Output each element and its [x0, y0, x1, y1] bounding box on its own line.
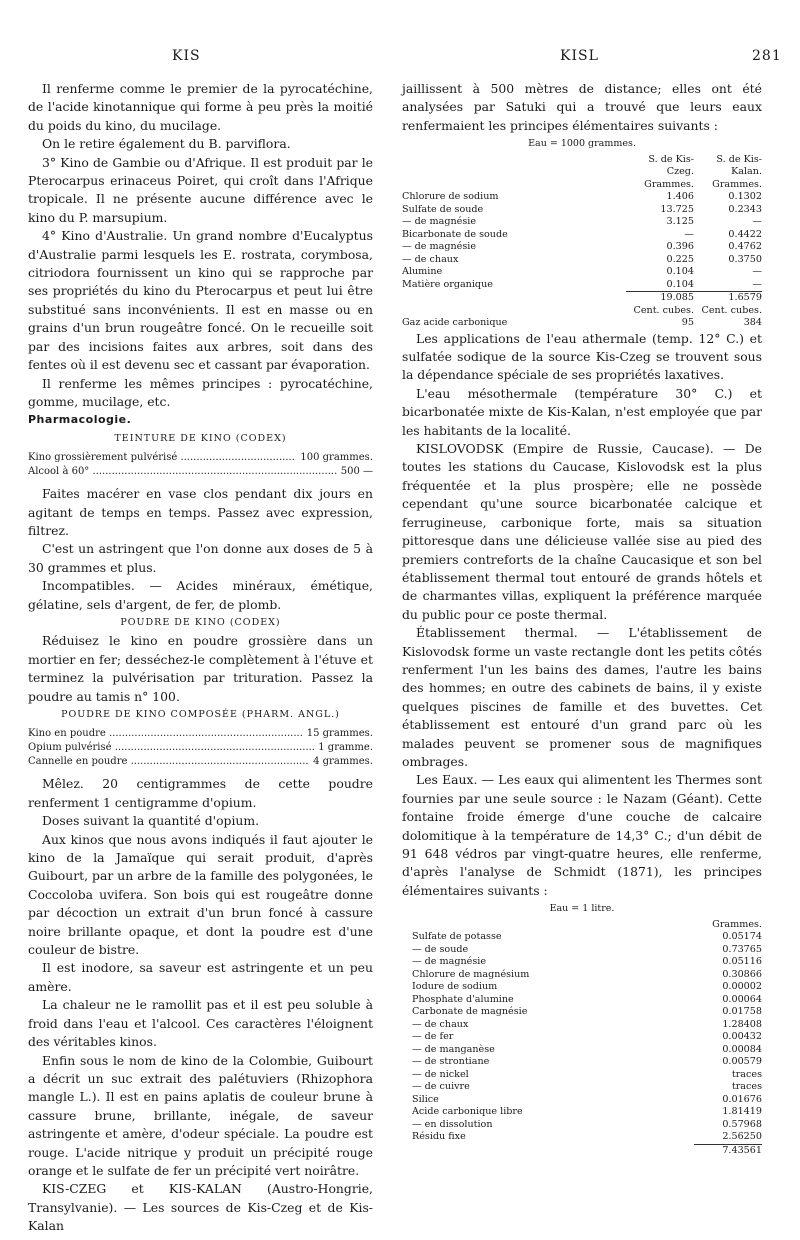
row-value: 0.00579	[722, 1056, 762, 1068]
row-value: 19.085	[626, 292, 694, 305]
ingredient-name: Kino grossièrement pulvérisé .....	[28, 451, 296, 465]
row-label: Matière organique	[402, 278, 493, 290]
row-label: — de chaux	[402, 253, 459, 265]
running-header-left: KIS	[172, 48, 201, 64]
row-label: Alumine	[402, 266, 443, 278]
table-row	[402, 1131, 762, 1144]
analysis-table-kislovodsk	[402, 919, 762, 1158]
recipe-row	[28, 465, 373, 479]
row-label: Bicarbonate de soude	[402, 228, 508, 240]
row-value: 0.1302	[728, 191, 762, 203]
paragraph: KISLOVODSK (Empire de Russie, Caucase). — De toutes les stations du Caucase, Kislovodsk est la plus fréquentée et la plus prospère; elle ne possède cependant qu'une source bicarbonatée calcique et ferrugineuse, carbonique forte, mais sa situation pittoresque dans une délicieuse vallée sise au pied des premiers contreforts de la chaîne Caucasique et son bel établissement thermal tout entouré de grands hôtels et de charmantes villas, expliquent la préférence marquée du public pour ce poste thermal.	[402, 441, 762, 622]
row-value: 0.57968	[722, 1118, 762, 1130]
row-label: — de manganèse	[412, 1043, 495, 1055]
row-value: 0.225	[666, 253, 694, 265]
row-label: — en dissolution	[412, 1118, 493, 1130]
table-row	[402, 969, 762, 982]
running-header-center: KISL	[560, 48, 599, 64]
table-row	[402, 931, 762, 944]
ingredient-quantity: 100 grammes.	[300, 452, 373, 464]
row-label	[402, 305, 626, 318]
table-row	[402, 241, 762, 254]
row-value: —	[752, 266, 762, 278]
row-value: 384	[743, 317, 762, 329]
row-label: Carbonate de magnésie	[412, 1006, 528, 1018]
table-row	[402, 1106, 762, 1119]
recipe-title: POUDRE DE KINO (CODEX)	[120, 616, 281, 628]
table-row	[402, 944, 762, 957]
paragraph: Aux kinos que nous avons indiqués il faut ajouter le kino de la Jamaïque qui serait produit, d'après Guibourt, par un arbre de la famille des polygonées, le Coccoloba uvifera. Son bois qui est rougeâtre donne par décoction un extrait d'un brun foncé à cassure noire brillante opaque, et dont la poudre est d'une couleur de bistre.	[28, 831, 373, 958]
row-value: 0.4762	[728, 241, 762, 253]
paragraph: jaillissent à 500 mètres de distance; elles ont été analysées par Satuki qui a trouvé que leurs eaux renfermaient les principes élémentaires suivants :	[402, 81, 762, 133]
ingredient-quantity: 500 —	[340, 466, 373, 478]
row-label: Chlorure de sodium	[402, 191, 499, 203]
table-row	[402, 266, 762, 279]
row-label: Phosphate d'alumine	[412, 993, 514, 1005]
row-value: 3.125	[666, 216, 694, 228]
recipe-title: TEINTURE DE KINO (CODEX)	[114, 432, 287, 444]
row-label: Silice	[412, 1093, 439, 1105]
row-value: 0.73765	[722, 943, 762, 955]
left-column	[28, 80, 373, 1236]
row-label: Acide carbonique libre	[412, 1106, 523, 1118]
paragraph: Enfin sous le nom de kino de la Colombie, Guibourt a décrit un suc extrait des palétuviers (Rhizophora mangle L.). Il est en pains aplatis de couleur brune à cassure brune, brillante, inégale, de saveur astringente et amère, d'odeur spéciale. La poudre est rouge. L'acide nitrique y produit un précipité rouge orange et le sulfate de fer un précipité vert noirâtre.	[28, 1052, 373, 1178]
row-value: traces	[731, 1068, 762, 1080]
ingredient-name: Alcool à 60° .....	[28, 465, 337, 479]
table-title: Eau = 1000 grammes.	[528, 138, 636, 150]
row-value: Grammes.	[644, 178, 694, 190]
paragraph: 3° Kino de Gambie ou d'Afrique. Il est produit par le Pterocarpus erinaceus Poiret, qui croît dans l'Afrique tropicale. Il ne présente aucune différence avec le kino du P. marsupium.	[28, 154, 373, 225]
paragraph: 4° Kino d'Australie. Un grand nombre d'Eucalyptus d'Australie parmi lesquels les E. rostrata, corymbosa, citriodora fournissent un kino qui se rapproche par ses propriétés du kino du Pterocarpus et peut lui être substitué sans inconvénients. Il est en masse ou en grains d'un brun rougeâtre foncé. On le recueille soit par des incisions faites aux arbres, soit dans des fentes où il est devenu sec et cassant par évaporation.	[28, 228, 373, 373]
table-row	[402, 216, 762, 229]
table-row	[402, 1081, 762, 1094]
ingredient-quantity: 15 grammes.	[306, 728, 373, 740]
row-label	[402, 292, 626, 305]
row-value: Cent. cubes.	[701, 304, 762, 316]
row-label: — de magnésie	[412, 956, 486, 968]
table-row	[402, 317, 762, 330]
paragraph: Établissement thermal. — L'établissement de Kislovodsk forme un vaste rectangle dont les petits côtés renferment l'un les bains des dames, l'autre les bains des hommes; en outre des cabinets de bains, il y existe quelques piscines de famille et des buvettes. Cet établissement est entouré d'un grand parc où les malades peuvent se promener sous de magnifiques ombrages.	[402, 625, 762, 769]
paragraph: Mêlez. 20 centigrammes de cette poudre renferment 1 centigramme d'opium.	[28, 776, 373, 810]
table-row	[402, 1006, 762, 1019]
recipe-title: POUDRE DE KINO COMPOSÉE (PHARM. ANGL.)	[61, 709, 340, 720]
table-row	[402, 204, 762, 217]
table-row	[402, 1119, 762, 1132]
row-label	[402, 1144, 694, 1157]
row-value: 0.3750	[728, 253, 762, 265]
page-number: 281	[752, 48, 782, 64]
right-column	[402, 80, 762, 1157]
table-row	[402, 254, 762, 267]
row-label: Sulfate de soude	[402, 203, 484, 215]
row-value: 0.00432	[722, 1031, 762, 1043]
table-units-row	[402, 179, 762, 192]
paragraph: L'eau mésothermale (température 30° C.) et bicarbonatée mixte de Kis-Kalan, n'est employée que par les habitants de la localité.	[402, 385, 762, 438]
row-value: 95	[681, 317, 694, 329]
table-row	[402, 956, 762, 969]
table-row	[402, 1094, 762, 1107]
paragraph: Doses suivant la quantité d'opium.	[42, 813, 260, 829]
table-row	[402, 981, 762, 994]
table-row	[402, 1031, 762, 1044]
ingredient-quantity: 4 grammes.	[313, 756, 373, 768]
paragraph: Réduisez le kino en poudre grossière dans un mortier en fer; desséchez-le complètement à l'étuve et terminez la pulvérisation par trituration. Passez la poudre au tamis n° 100.	[28, 633, 373, 704]
row-label	[402, 179, 626, 192]
section-heading: Pharmacologie.	[28, 413, 132, 427]
row-value: Grammes.	[712, 918, 762, 930]
table-row	[402, 279, 762, 292]
row-value: 0.00064	[722, 993, 762, 1005]
row-label: — de strontiane	[412, 1056, 490, 1068]
paragraph: Il renferme comme le premier de la pyrocatéchine, de l'acide kinotannique qui forme à peu près la moitié du poids du kino, du mucilage.	[28, 81, 373, 133]
row-value: 0.00084	[722, 1043, 762, 1055]
table-row	[402, 1056, 762, 1069]
row-label	[402, 919, 694, 932]
ingredient-quantity: 1 gramme.	[318, 742, 373, 754]
row-value: 0.01758	[722, 1006, 762, 1018]
row-value: 13.725	[660, 203, 694, 215]
paragraph: Il renferme les mêmes principes : pyrocatéchine, gomme, mucilage, etc.	[28, 375, 373, 409]
paragraph: KIS-CZEG et KIS-KALAN (Austro-Hongrie, Transylvanie). — Les sources de Kis-Czeg et de Kis-Kalan	[28, 1181, 373, 1234]
row-value: 0.00002	[722, 981, 762, 993]
table-total-row	[402, 292, 762, 305]
paragraph: Incompatibles. — Acides minéraux, émétique, gélatine, sels d'argent, de fer, de plomb.	[28, 578, 373, 612]
row-label: — de nickel	[412, 1068, 469, 1080]
row-value: 0.05116	[722, 956, 762, 968]
ingredient-name: Cannelle en poudre .....	[28, 755, 309, 769]
row-value: 0.05174	[722, 931, 762, 943]
row-label: — de chaux	[412, 1018, 469, 1030]
row-label: Chlorure de magnésium	[412, 968, 530, 980]
row-value: 0.396	[666, 241, 694, 253]
recipe-row	[28, 741, 373, 755]
table-title: Eau = 1 litre.	[549, 903, 615, 915]
ingredient-name: Opium pulvérisé .....	[28, 741, 314, 755]
row-value: —	[684, 228, 694, 240]
table-row	[402, 1044, 762, 1057]
row-label	[402, 154, 626, 179]
recipe-row	[28, 755, 373, 769]
row-value: 7.43561	[694, 1144, 762, 1157]
table-total-row	[402, 1144, 762, 1157]
table-units-row	[402, 305, 762, 318]
row-value: 0.01676	[722, 1093, 762, 1105]
recipe-row	[28, 727, 373, 741]
recipe-ingredients	[28, 727, 373, 769]
analysis-table-kis	[402, 154, 762, 330]
ingredient-name: Kino en poudre .....	[28, 727, 303, 741]
row-value: 1.81419	[722, 1106, 762, 1118]
table-row	[402, 229, 762, 242]
row-value: S. de Kis-Kalan.	[716, 153, 762, 178]
row-label: — de fer	[412, 1031, 454, 1043]
row-label: — de soude	[412, 943, 469, 955]
row-label: — de cuivre	[412, 1081, 470, 1093]
row-label: Iodure de sodium	[412, 981, 498, 993]
table-row	[402, 1069, 762, 1082]
paragraph: Faites macérer en vase clos pendant dix jours en agitant de temps en temps. Passez avec expression, filtrez.	[28, 486, 373, 538]
recipe-row	[28, 451, 373, 465]
row-value: —	[752, 278, 762, 290]
recipe-ingredients	[28, 451, 373, 479]
row-value: S. de Kis-Czeg.	[648, 153, 694, 178]
paragraph: Il est inodore, sa saveur est astringente et un peu amère.	[28, 960, 373, 994]
row-value: 1.6579	[694, 292, 762, 305]
row-label: — de magnésie	[402, 241, 476, 253]
row-label: Gaz acide carbonique	[402, 317, 508, 329]
row-value: 1.28408	[722, 1018, 762, 1030]
row-value: —	[752, 216, 762, 228]
row-label: Sulfate de potasse	[412, 931, 502, 943]
table-row	[402, 191, 762, 204]
row-value: 1.406	[666, 191, 694, 203]
row-value: 0.104	[666, 266, 694, 278]
row-value: Cent. cubes.	[633, 304, 694, 316]
row-value: 0.4422	[728, 228, 762, 240]
paragraph: C'est un astringent que l'on donne aux doses de 5 à 30 grammes et plus.	[28, 541, 373, 575]
paragraph: La chaleur ne le ramollit pas et il est peu soluble à froid dans l'eau et l'alcool. Ces caractères l'éloignent des véritables kinos.	[28, 997, 373, 1050]
row-value: Grammes.	[712, 178, 762, 190]
row-value: traces	[731, 1081, 762, 1093]
paragraph: On le retire également du B. parviflora.	[42, 136, 291, 152]
row-value: 0.2343	[728, 203, 762, 215]
paragraph: Les applications de l'eau athermale (temp. 12° C.) et sulfatée sodique de la source Kis-Czeg se trouvent sous la dépendance spéciale de ses propriétés laxatives.	[402, 330, 762, 383]
table-header-row	[402, 154, 762, 179]
row-label: Résidu fixe	[412, 1131, 466, 1143]
row-value: 2.56250	[722, 1131, 762, 1143]
table-row	[402, 1019, 762, 1032]
row-label: — de magnésie	[402, 216, 476, 228]
paragraph: Les Eaux. — Les eaux qui alimentent les Thermes sont fournies par une seule source : le Nazam (Géant). Cette fontaine froide émerge d'une couche de calcaire dolomitique à la température de 14,3° C.; d'un débit de 91 648 védros par vingt-quatre heures, elle renferme, d'après l'analyse de Schmidt (1871), les principes élémentaires suivants :	[402, 772, 762, 898]
row-value: 0.104	[666, 278, 694, 290]
row-value: 0.30866	[722, 968, 762, 980]
table-units-row	[402, 919, 762, 932]
table-row	[402, 994, 762, 1007]
